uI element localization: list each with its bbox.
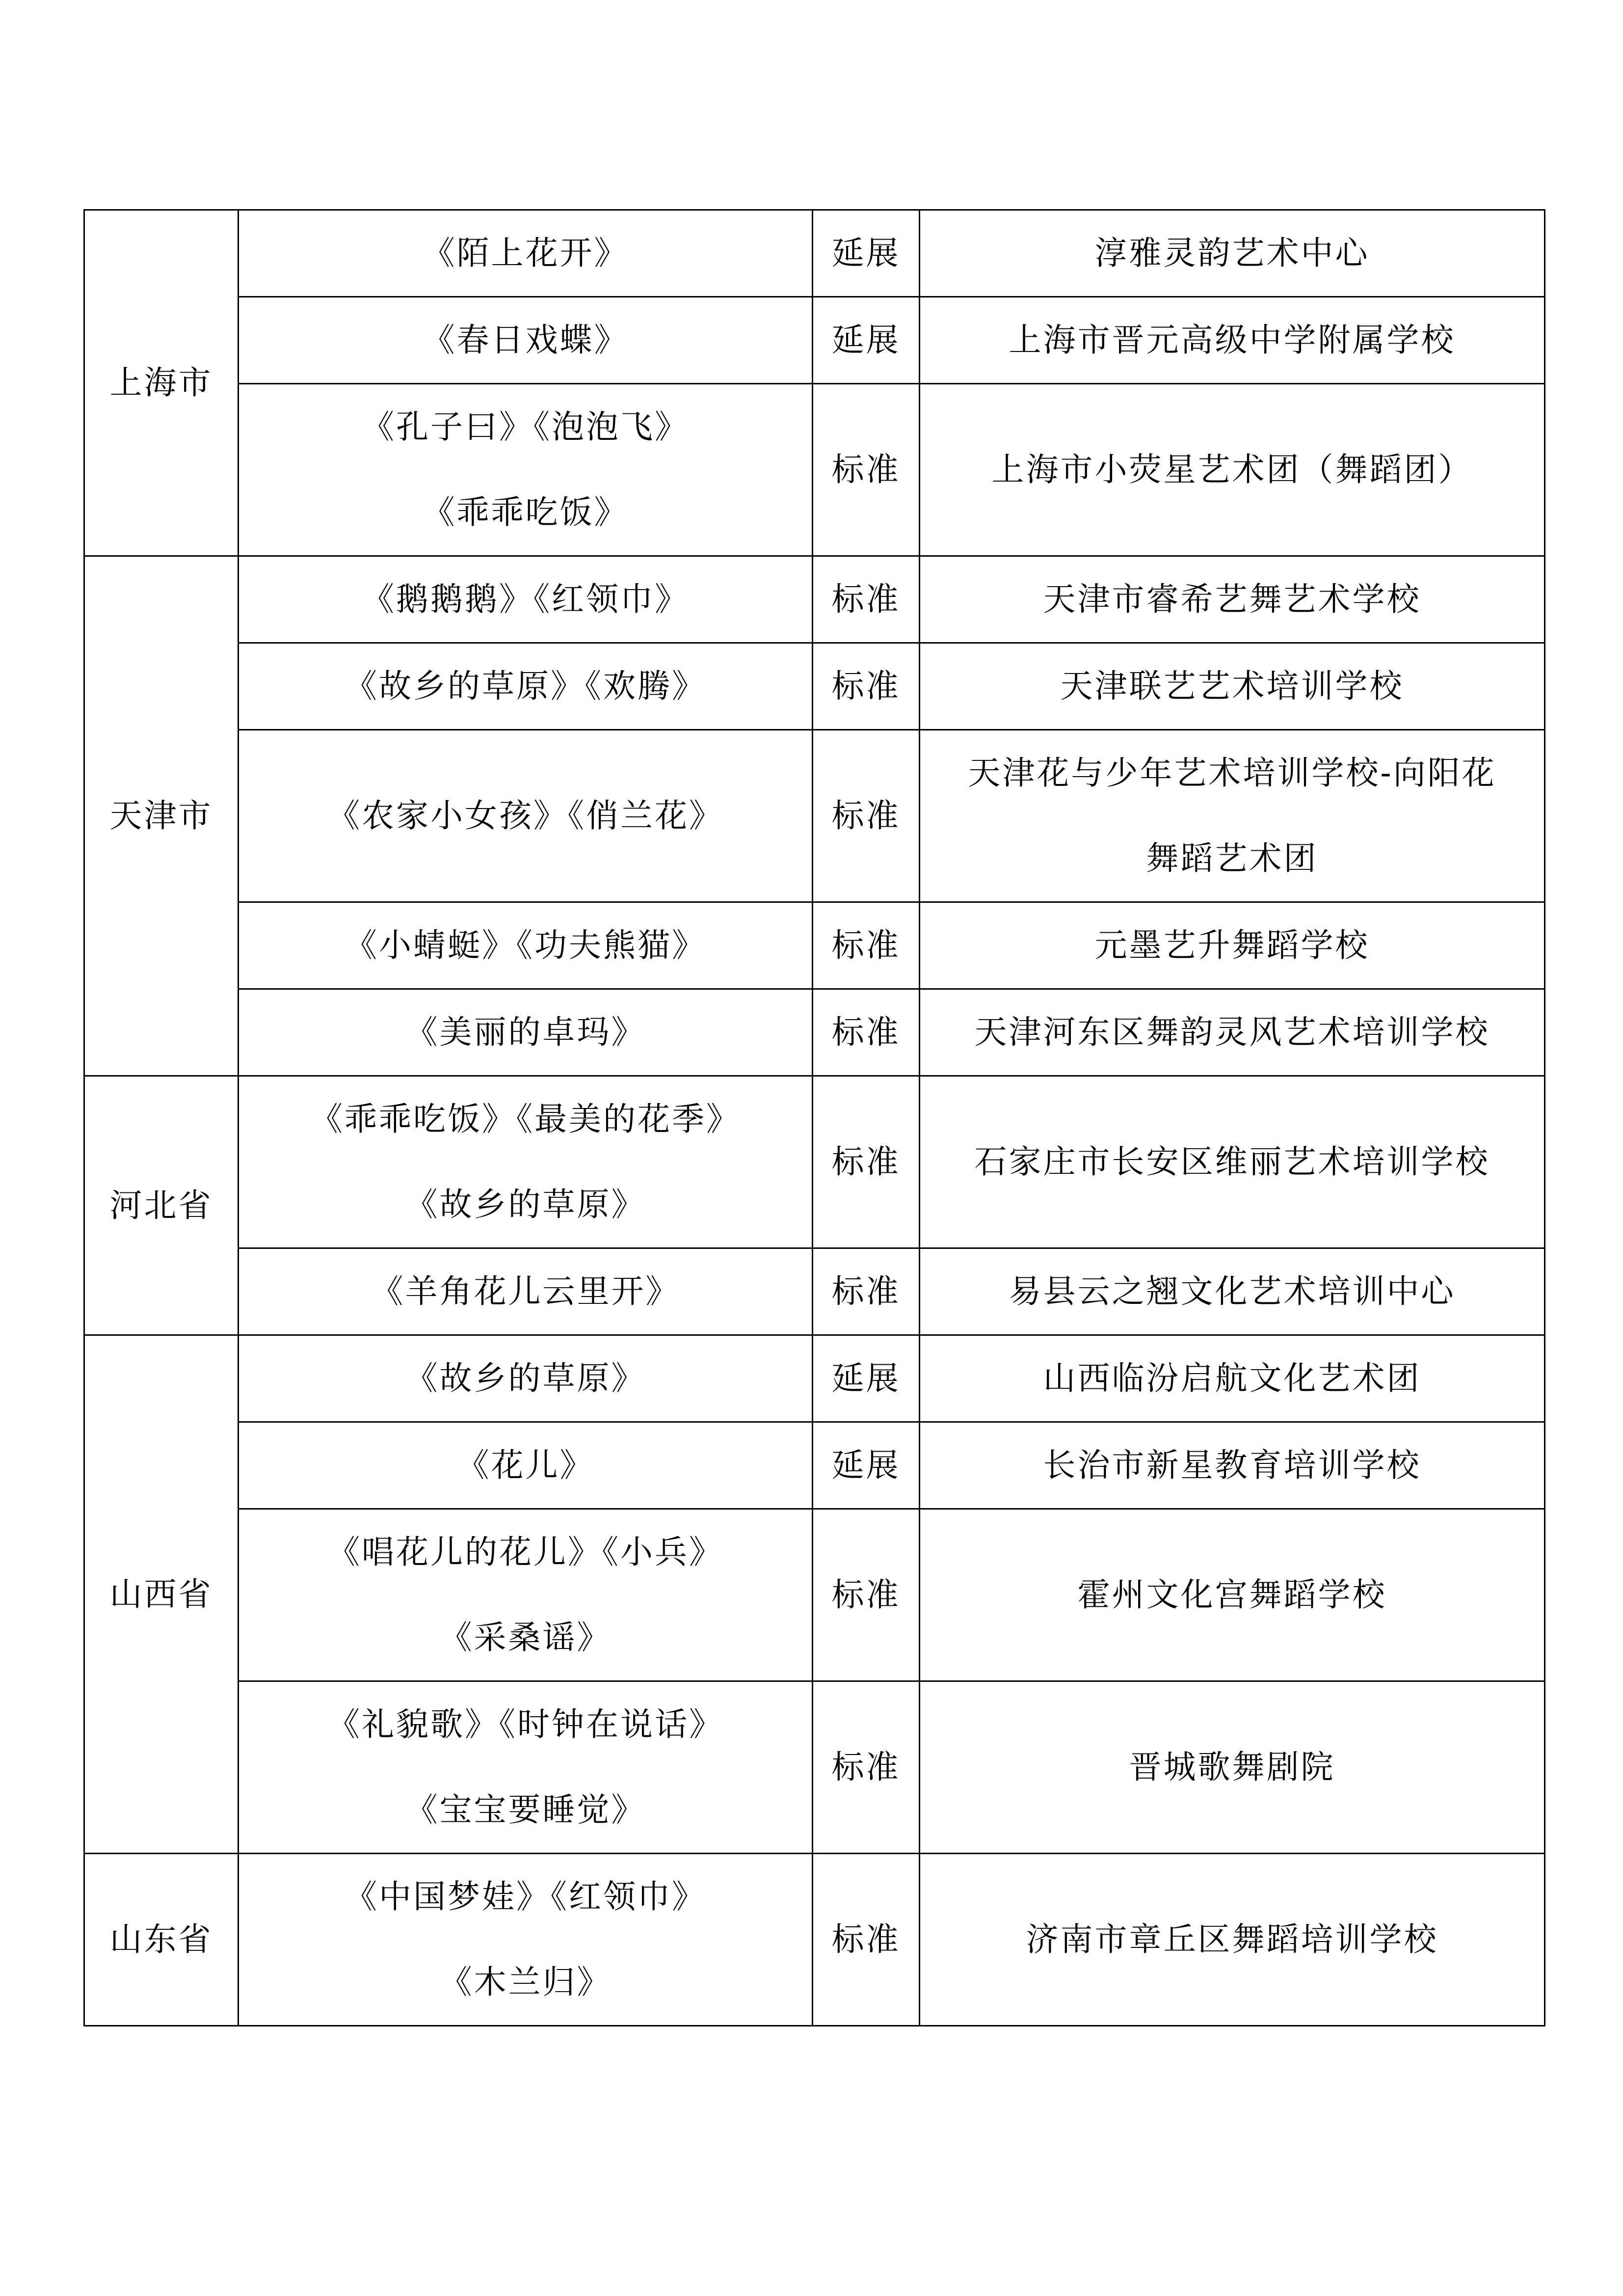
organization-name: 舞蹈艺术团 <box>1146 839 1318 877</box>
work-title: 《小蜻蜓》《功夫熊猫》 <box>345 926 706 964</box>
organization-name: 易县云之翘文化艺术培训中心 <box>1009 1272 1456 1310</box>
table-row <box>84 643 1545 730</box>
table-row <box>84 384 1545 556</box>
type-cell: 标准 <box>813 1248 920 1335</box>
organization-cell <box>920 556 1545 643</box>
organization-cell <box>920 989 1545 1076</box>
organization-cell <box>920 1509 1545 1681</box>
organization-name: 石家庄市长安区维丽艺术培训学校 <box>974 1143 1490 1181</box>
organization-cell <box>920 297 1545 384</box>
organization-name: 霍州文化宫舞蹈学校 <box>1077 1576 1387 1614</box>
organization-name: 济南市章丘区舞蹈培训学校 <box>1026 1920 1438 1958</box>
works-cell <box>239 730 813 902</box>
type-cell: 标准 <box>813 556 920 643</box>
works-cell <box>239 1076 813 1248</box>
work-title: 《乖乖吃饭》 <box>422 493 629 531</box>
work-title: 《美丽的卓玛》 <box>405 1013 646 1051</box>
table-row <box>84 902 1545 989</box>
work-title: 《木兰归》 <box>439 1963 612 2001</box>
works-cell <box>239 384 813 556</box>
works-cell <box>239 297 813 384</box>
table-row <box>84 1076 1545 1248</box>
table-row <box>84 1335 1545 1422</box>
work-title: 《中国梦娃》《红领巾》 <box>345 1878 706 1916</box>
type-cell: 标准 <box>813 902 920 989</box>
province-cell: 天津市 <box>84 556 239 1076</box>
work-title: 《唱花儿的花儿》《小兵》 <box>327 1533 723 1571</box>
organization-name: 天津河东区舞韵灵风艺术培训学校 <box>974 1013 1490 1051</box>
table-row <box>84 989 1545 1076</box>
organization-name: 上海市小荧星艺术团（舞蹈团） <box>991 451 1473 488</box>
works-cell <box>239 1509 813 1681</box>
type-cell: 标准 <box>813 384 920 556</box>
work-title: 《鹅鹅鹅》《红领巾》 <box>362 580 689 618</box>
work-title: 《采桑谣》 <box>439 1619 612 1656</box>
type-cell: 延展 <box>813 1422 920 1509</box>
organization-name: 淳雅灵韵艺术中心 <box>1094 234 1370 272</box>
organization-name: 上海市晋元高级中学附属学校 <box>1009 321 1456 359</box>
table-row <box>84 1681 1545 1854</box>
works-cell <box>239 643 813 730</box>
type-cell: 标准 <box>813 643 920 730</box>
organization-name: 天津花与少年艺术培训学校-向阳花 <box>968 754 1496 792</box>
works-cell <box>239 1335 813 1422</box>
work-title: 《孔子曰》《泡泡飞》 <box>362 408 689 446</box>
organization-name: 元墨艺升舞蹈学校 <box>1094 926 1370 964</box>
organization-name: 晋城歌舞剧院 <box>1129 1748 1335 1786</box>
type-cell: 延展 <box>813 210 920 297</box>
table-row <box>84 556 1545 643</box>
work-title: 《陌上花开》 <box>422 234 629 272</box>
table-row <box>84 730 1545 902</box>
type-cell: 标准 <box>813 1681 920 1854</box>
organization-cell <box>920 1335 1545 1422</box>
work-title: 《羊角花儿云里开》 <box>371 1272 680 1310</box>
organization-cell <box>920 1681 1545 1854</box>
province-cell: 上海市 <box>84 210 239 556</box>
type-cell: 延展 <box>813 297 920 384</box>
organization-cell <box>920 643 1545 730</box>
province-cell: 山东省 <box>84 1854 239 2026</box>
organization-name: 天津市睿希艺舞艺术学校 <box>1043 580 1421 618</box>
organization-cell <box>920 210 1545 297</box>
works-cell <box>239 1422 813 1509</box>
organization-cell <box>920 1422 1545 1509</box>
works-cell <box>239 1854 813 2026</box>
organization-cell <box>920 1076 1545 1248</box>
province-cell: 山西省 <box>84 1335 239 1854</box>
works-cell <box>239 1681 813 1854</box>
table-row <box>84 1422 1545 1509</box>
works-cell <box>239 1248 813 1335</box>
work-title: 《礼貌歌》《时钟在说话》 <box>327 1705 723 1743</box>
organization-name: 天津联艺艺术培训学校 <box>1060 667 1404 705</box>
organization-cell <box>920 1248 1545 1335</box>
organization-cell <box>920 730 1545 902</box>
organization-name: 山西临汾启航文化艺术团 <box>1043 1359 1421 1397</box>
works-cell <box>239 210 813 297</box>
work-title: 《故乡的草原》《欢腾》 <box>345 667 706 705</box>
organization-name: 长治市新星教育培训学校 <box>1043 1446 1421 1484</box>
organization-cell <box>920 384 1545 556</box>
works-cell <box>239 556 813 643</box>
type-cell: 标准 <box>813 730 920 902</box>
program-list-table <box>83 209 1545 2026</box>
type-cell: 标准 <box>813 989 920 1076</box>
type-cell: 标准 <box>813 1854 920 2026</box>
table-row <box>84 210 1545 297</box>
work-title: 《花儿》 <box>456 1446 594 1484</box>
work-title: 《农家小女孩》《俏兰花》 <box>327 797 723 835</box>
work-title: 《宝宝要睡觉》 <box>405 1791 646 1829</box>
table-row <box>84 1248 1545 1335</box>
organization-cell <box>920 902 1545 989</box>
work-title: 《乖乖吃饭》《最美的花季》 <box>310 1100 741 1138</box>
province-cell: 河北省 <box>84 1076 239 1335</box>
works-cell <box>239 989 813 1076</box>
table-row <box>84 297 1545 384</box>
program-list-body <box>84 210 1545 2026</box>
type-cell: 延展 <box>813 1335 920 1422</box>
organization-cell <box>920 1854 1545 2026</box>
type-cell: 标准 <box>813 1076 920 1248</box>
work-title: 《春日戏蝶》 <box>422 321 629 359</box>
work-title: 《故乡的草原》 <box>405 1359 646 1397</box>
work-title: 《故乡的草原》 <box>405 1186 646 1223</box>
table-row <box>84 1854 1545 2026</box>
type-cell: 标准 <box>813 1509 920 1681</box>
works-cell <box>239 902 813 989</box>
table-row <box>84 1509 1545 1681</box>
